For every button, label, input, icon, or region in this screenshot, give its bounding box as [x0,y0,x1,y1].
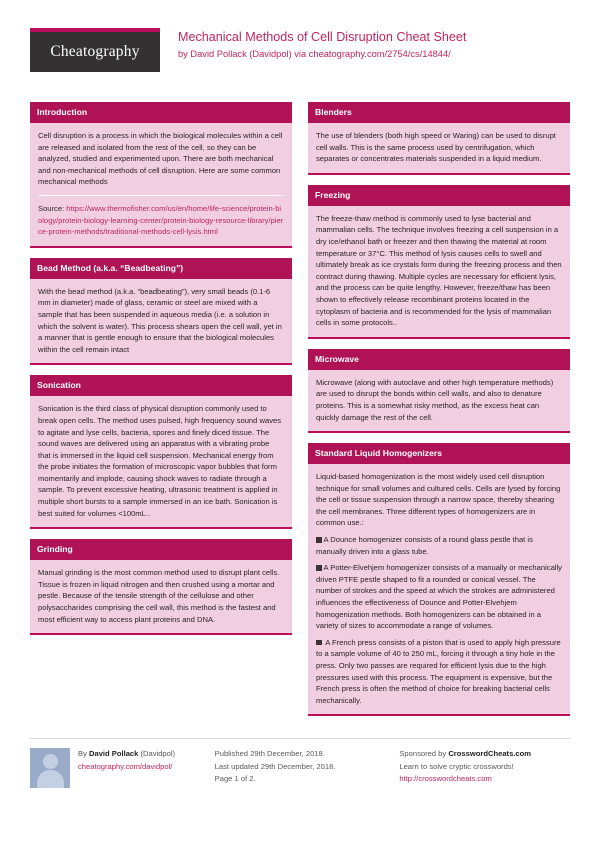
avatar-body [37,770,64,788]
footer-publish-lines [215,748,336,788]
avatar-head [43,754,58,769]
updated-date: Last updated 29th December, 2018. [214,761,336,771]
card-sonication [30,375,292,529]
bullet-item [316,534,562,557]
cheatography-logo[interactable] [30,28,160,72]
sponsor-line [399,748,531,761]
published-date: Published 29th December, 2018. [214,749,325,759]
byline-prefix: by [178,49,191,59]
bullet-text: A Potter-Elvehjem homogenizer consists of a manually or mechanically driven PTFE pestle shaped to fit a rounded or conical vessel. The number of strokes and the speed at which the strokes are administered influences the effectiveness of Dounce and Potter-Elvehjem homogenization methods. Both homogenizers can be obtained in a variety of sizes to accommodate a range of volumes. [316,563,562,631]
card-title: Standard Liquid Homogenizers [308,443,570,464]
sponsor-tagline: Learn to solve cryptic crosswords! [399,761,514,771]
footer-author-lines [78,748,175,788]
paragraph: Microwave (along with autoclave and other high temperature methods) are used to disrupt the bonds within cell walls, and also to denature proteins. This is a somewhat risky method, as the excess heat can quickly damage the rest of the cell. [316,377,554,422]
card-body [30,123,292,246]
paragraph: Sonication is the third class of physical disruption commonly used to break open cells. The method uses pulsed, high frequency sound waves to agitate and lyse cells, bacteria, spores and finely diced tissue. The sound waves are delivered using an apparatus with a vibrating probe that is immersed in the liquid cell suspension. Mechanical energy from the probe initiates the formation of microscopic vapor bubbles that form momentarily and implode, causing shock waves to radiate through a sample. To prevent excessive heating, ultrasonic treatment is applied in multiple short bursts to a sample immersed in an ice bath. Sonication is best suited for volumes <100mL.. [38,404,282,518]
paragraph: The freeze-thaw method is commonly used to lyse bacterial and mammalian cells. The technique involves freezing a cell suspension in a dry ice/ethanol bath or freezer and then thawing the material at room temperature or 37°C. This method of lysis causes cells to swell and ultimately break as ice crystals form during the freezing process and then contract during thawing. Multiple cycles are necessary for efficient lysis, and the process can be quite lengthy. However, freeze/thaw has been shown to effectively release recombinant proteins located in the cytoplasm of bacteria and is recommended for the lysis of mammalian cells in some protocols.. [316,213,562,328]
sponsor-name[interactable]: CrosswordCheats.com [448,749,532,759]
bullet-text: A French press consists of a piston that is used to apply high pressure to a sample volume of 40 to 250 mL, forcing it through a tiny hole in the press. Only two passes are required for efficient lysis due to the high pressures used with this process. The equipment is expensive, but the French press is often the method of choice for breaking bacterial cells mechanically. [316,637,561,705]
card-microwave [308,349,570,433]
content-columns [30,102,570,726]
page-footer [30,738,570,788]
card-blenders [308,102,570,175]
card-body [308,123,570,173]
card-body [308,464,570,714]
author-prefix: By [78,749,89,759]
card-grinding [30,539,292,635]
author-url-line [78,761,175,774]
square-bullet-icon [316,565,322,571]
paragraph: The use of blenders (both high speed or Waring) can be used to disrupt cell walls. This is the same process used by centrifugation, which separates or concentrates materials suspended in a liquid medium. [316,131,556,164]
right-column [308,102,570,726]
footer-sponsor-lines [399,748,531,788]
footer-publish-block [201,738,386,788]
source-link[interactable]: https://www.thermofisher.com/us/en/home/life-science/protein-biology/protein-biology-learning-center/protein-biology-resource-library/pierce-protein-methods/traditional-methods-cell-lysis.html [38,203,284,237]
bullet-item [316,562,562,632]
source-line [38,203,284,238]
logo-text: Cheatography [50,43,140,60]
title-block [160,28,466,61]
square-bullet-icon [316,537,322,543]
card-introduction [30,102,292,248]
left-column [30,102,292,726]
byline-via: via [291,49,309,59]
card-title: Blenders [308,102,570,123]
author-line [78,748,175,761]
byline-author[interactable]: David Pollack (Davidpol) [190,49,292,59]
page-title: Mechanical Methods of Cell Disruption Cheat Sheet [178,30,467,44]
card-title: Bead Method (a.k.a. “Beadbeating”) [30,258,292,279]
card-bead-method [30,258,292,366]
footer-author-block [30,738,201,788]
card-title: Introduction [30,102,292,123]
author-profile-link[interactable]: cheatography.com/davidpol/ [78,761,173,771]
card-title: Sonication [30,375,292,396]
card-freezing [308,185,570,339]
card-body [30,279,292,364]
bullet-text: A Dounce homogenizer consists of a round glass pestle that is manually driven into a glass tube. [316,535,533,556]
avatar [30,748,70,788]
bullet-item [316,637,562,707]
sponsor-link[interactable]: http://crosswordcheats.com [399,774,492,784]
sponsor-url-line [399,773,531,786]
card-title: Freezing [308,185,570,206]
source-label: Source: [38,203,67,213]
author-name: David Pollack [88,749,139,759]
footer-sponsor-block [385,738,570,788]
page-number: Page 1 of 2. [214,774,256,784]
square-bullet-icon [316,640,322,646]
sponsor-prefix: Sponsored by [399,749,449,759]
divider [38,195,284,196]
card-body [30,396,292,527]
card-body [30,560,292,633]
card-title: Microwave [308,349,570,370]
author-handle: (Davidpol) [138,749,176,759]
byline [178,47,466,61]
card-standard-liquid-homogenizers [308,443,570,716]
card-body [308,206,570,337]
paragraph: Cell disruption is a process in which the biological molecules within a cell are released and isolated from the rest of the cell, so they can be analyzed, studied and experimented upon. There are both mechanical and non-mechanical methods of cell disruption. Here are some common mechanical methods [38,131,283,187]
paragraph: Liquid-based homogenization is the most widely used cell disruption technique for small volumes and cultured cells. Cells are lysed by forcing the cell or tissue suspension through a narrow space, thereby shearing the cell membranes. Three different types of homogenizers are in common use.: [316,472,561,528]
paragraph: Manual grinding is the most common method used to disrupt plant cells. Tissue is frozen in liquid nitrogen and then crushed using a mortar and pestle. Because of the tensile strength of the cellulose and other polysaccharides comprising the cell wall, this method is the fastest and most efficient way to access plant proteins and DNA. [38,568,280,624]
paragraph: With the bead method (a.k.a. “beadbeating”), very small beads (0.1-6 mm in diameter) made of glass, ceramic or steel are mixed with a sample that has been suspended in aqueous media (i.e. a solution in which the solvent is water). This process shears open the cell wall, yet in a manner that is gentle enough to ensure that the biological molecules within the cell remain intact [38,286,282,354]
card-body [308,370,570,431]
card-title: Grinding [30,539,292,560]
page-header [30,0,570,84]
byline-url[interactable]: cheatography.com/2754/cs/14844/ [308,49,451,59]
